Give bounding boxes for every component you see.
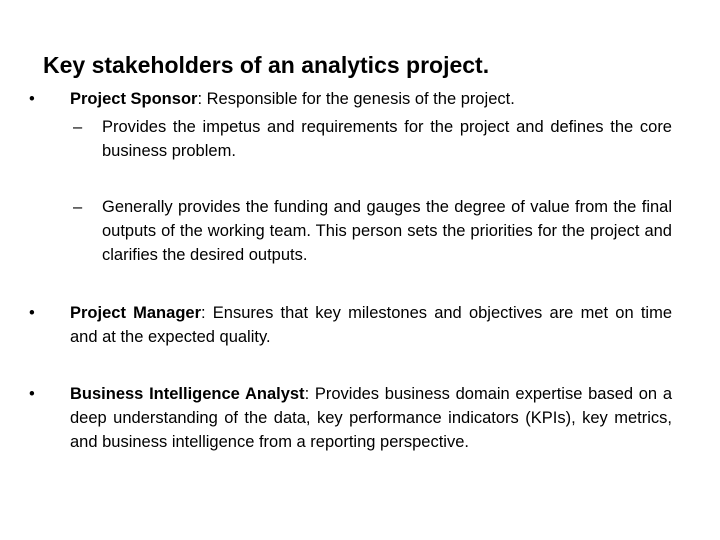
bullet-project-sponsor [29,87,672,111]
sub-bullet-marker: – [73,198,83,216]
bullet-separator: : [201,304,206,322]
slide-title: Key stakeholders of an analytics project. [43,52,490,78]
sub-bullet-funding [73,195,672,267]
bullet-separator: : [197,90,203,108]
sub-bullet-marker: – [73,118,83,136]
bullet-marker: • [29,385,35,403]
bullet-marker: • [29,90,35,108]
sub-bullet-text: Provides the impetus and requirements for the project and defines the core business problem. [102,118,672,160]
sub-bullet-text: Generally provides the funding and gauges the degree of value from the final outputs of the working team. This person sets the priorities for the project and clarifies the desired outputs. [102,198,672,264]
bullet-body [70,301,672,349]
bullet-body [70,382,672,454]
bullet-text: Ensures that key milestones and objectives are met on time and at the expected quality. [70,304,673,346]
bullet-lead: Project Manager [70,304,201,322]
bullet-body [70,87,672,111]
bullet-project-manager [29,301,672,349]
bullet-separator: : [304,385,310,403]
bullet-lead: Project Sponsor [70,90,198,108]
bullet-lead: Business Intelligence Analyst [70,385,305,403]
bullet-text: Responsible for the genesis of the project. [202,90,515,108]
sub-bullet-impetus [73,115,672,163]
bullet-text: Provides business domain expertise based on a deep understanding of the data, key performance indicators (KPIs), key metrics, and business intelligence from a reporting perspective. [70,385,672,451]
bullet-business-intelligence-analyst [29,382,672,454]
bullet-marker: • [29,304,35,322]
